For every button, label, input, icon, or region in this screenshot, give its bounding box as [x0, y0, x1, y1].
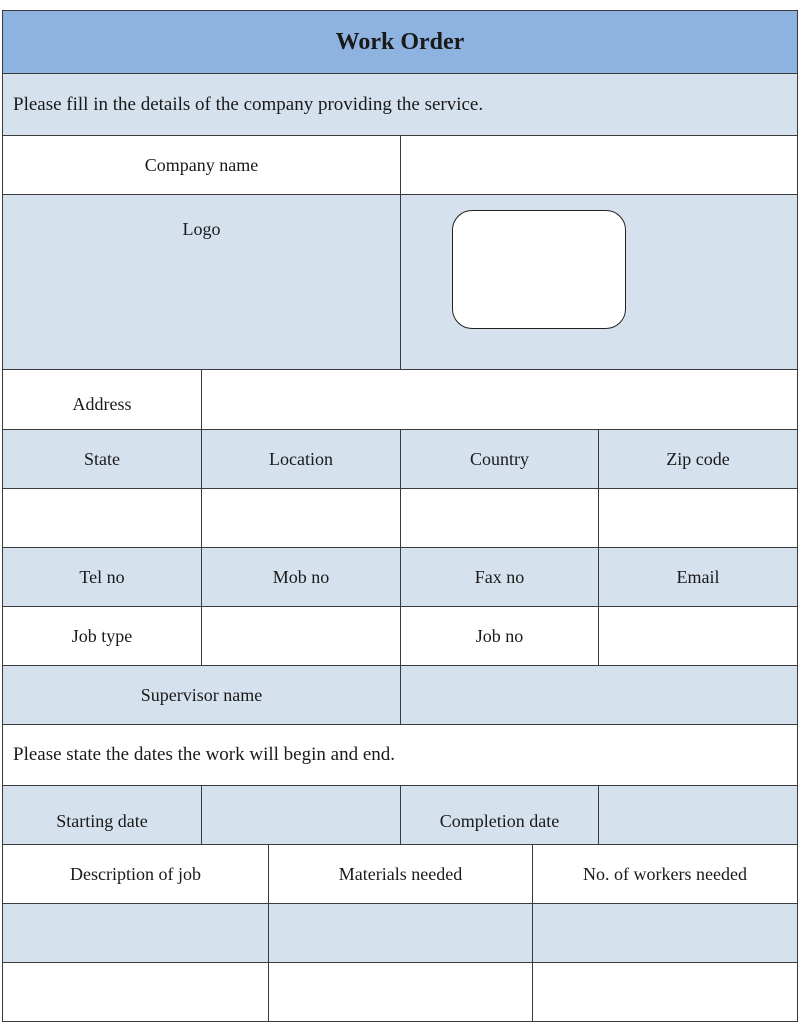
- starting-date-field[interactable]: [201, 785, 401, 845]
- job-no-label: Job no: [400, 606, 599, 666]
- workers-field-1[interactable]: [532, 903, 798, 963]
- description-field-1[interactable]: [2, 903, 269, 963]
- location-label: Location: [201, 429, 401, 489]
- starting-date-label: Starting date: [2, 785, 202, 845]
- fax-no-label: Fax no: [400, 547, 599, 607]
- logo-upload-box[interactable]: [452, 210, 626, 329]
- tel-no-label: Tel no: [2, 547, 202, 607]
- address-label: Address: [2, 369, 202, 430]
- completion-date-label: Completion date: [400, 785, 599, 845]
- state-label: State: [2, 429, 202, 489]
- job-no-field[interactable]: [598, 606, 798, 666]
- completion-date-field[interactable]: [598, 785, 798, 845]
- country-field[interactable]: [400, 488, 599, 548]
- address-field[interactable]: [201, 369, 798, 430]
- state-field[interactable]: [2, 488, 202, 548]
- workers-needed-label: No. of workers needed: [532, 844, 798, 904]
- mob-no-label: Mob no: [201, 547, 401, 607]
- zip-code-field[interactable]: [598, 488, 798, 548]
- zip-code-label: Zip code: [598, 429, 798, 489]
- job-type-label: Job type: [2, 606, 202, 666]
- materials-needed-label: Materials needed: [268, 844, 533, 904]
- country-label: Country: [400, 429, 599, 489]
- logo-label: Logo: [2, 194, 401, 370]
- job-type-field[interactable]: [201, 606, 401, 666]
- description-of-job-label: Description of job: [2, 844, 269, 904]
- company-name-label: Company name: [2, 135, 401, 195]
- dates-instruction: Please state the dates the work will begin and end.: [2, 724, 798, 786]
- materials-field-1[interactable]: [268, 903, 533, 963]
- company-name-field[interactable]: [400, 135, 798, 195]
- supervisor-name-label: Supervisor name: [2, 665, 401, 725]
- supervisor-name-field[interactable]: [400, 665, 798, 725]
- company-instruction: Please fill in the details of the company providing the service.: [2, 73, 798, 136]
- description-field-2[interactable]: [2, 962, 269, 1022]
- workers-field-2[interactable]: [532, 962, 798, 1022]
- location-field[interactable]: [201, 488, 401, 548]
- email-label: Email: [598, 547, 798, 607]
- form-title: Work Order: [2, 10, 798, 74]
- materials-field-2[interactable]: [268, 962, 533, 1022]
